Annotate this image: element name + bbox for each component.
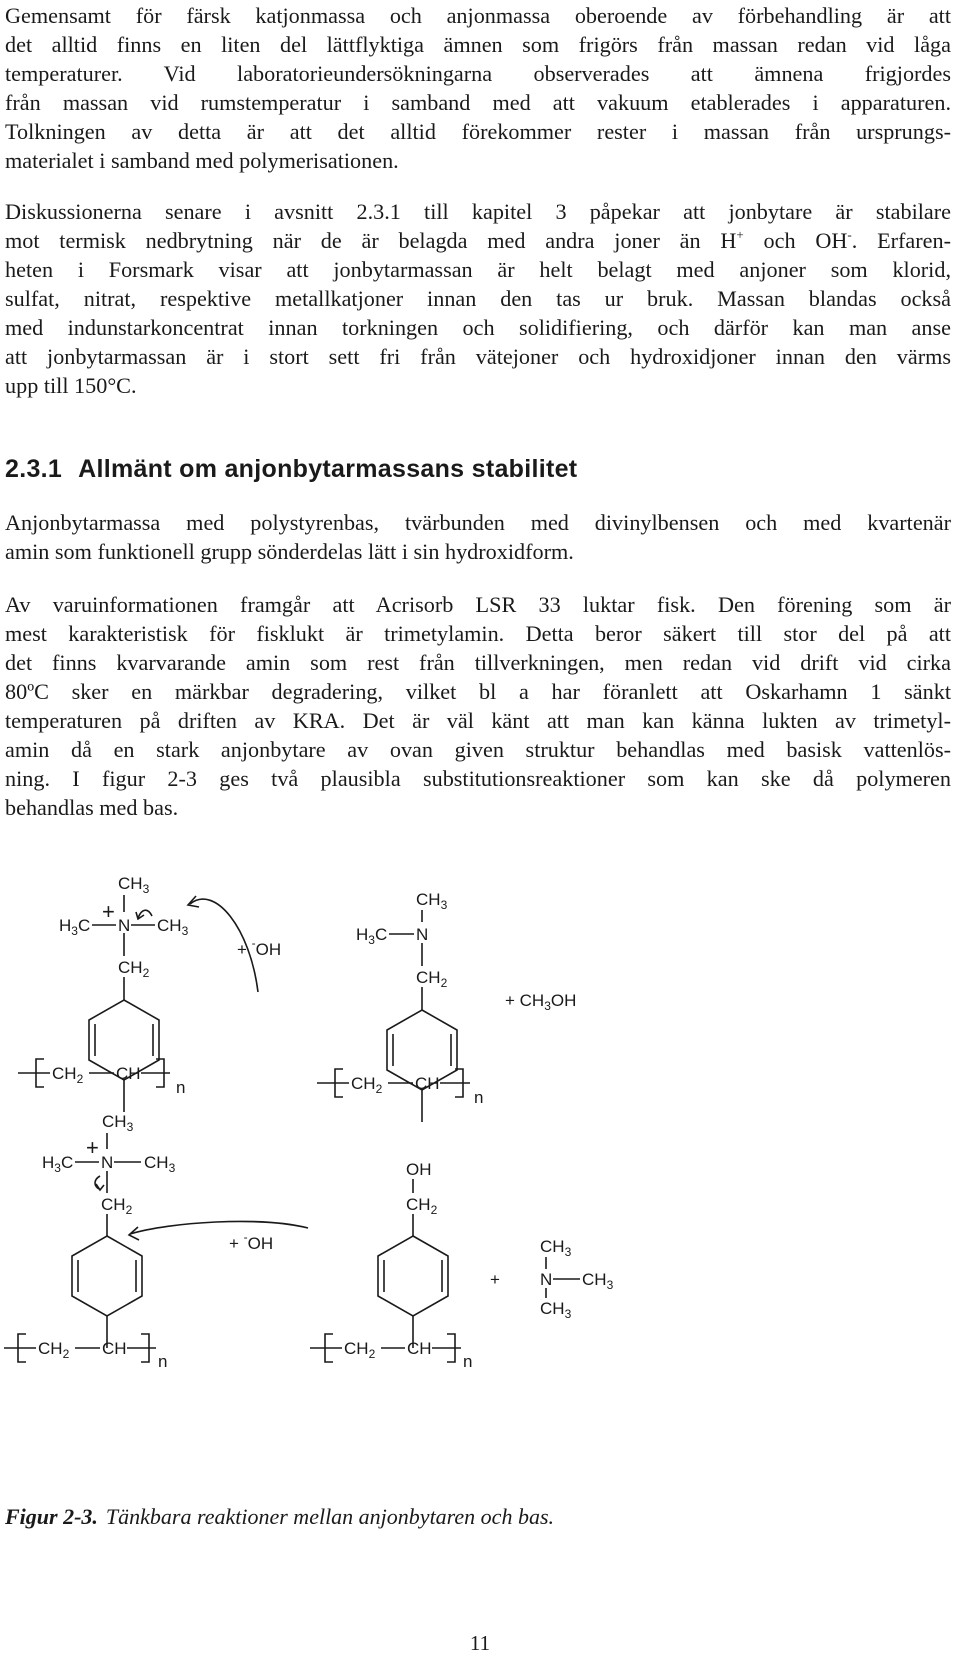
text-line: temperaturer. Vid laboratorieundersökningarna observerades att ämnena frigjordes xyxy=(5,61,951,86)
label-ch3: $CH_3$ xyxy=(118,874,150,896)
arrowhead xyxy=(96,1184,104,1190)
label-ch2: $CH_2$ xyxy=(416,968,448,990)
benzene-ring xyxy=(72,1236,142,1316)
page-number: 11 xyxy=(469,1631,491,1655)
hydroxide-label: + -OH xyxy=(237,936,282,959)
label-ch: CH xyxy=(102,1339,127,1358)
label-n-repeat: n xyxy=(474,1088,484,1107)
hydroxide-label: + -OH xyxy=(229,1230,274,1253)
reactant-2 xyxy=(4,1112,176,1371)
label-h3c: $H_3C$ xyxy=(59,916,91,938)
text-line: Av varuinformationen framgår att Acrisorb LSR 33 luktar fisk. Den förening som är xyxy=(5,592,951,617)
text-line: amin som funktionell grupp sönderdelas lätt i sin hydroxidform. xyxy=(5,539,574,564)
intro-paragraph xyxy=(5,1,951,175)
label-ch: CH xyxy=(407,1339,432,1358)
attack-arrow-2 xyxy=(129,1221,308,1253)
label-ch2: $CH_2$ xyxy=(344,1339,376,1361)
label-ch: CH xyxy=(116,1064,141,1083)
label-ch: CH xyxy=(415,1074,440,1093)
paragraph-2 xyxy=(5,590,951,822)
text-line: 80ºC sker en märkbar degradering, vilket bl a har föranlett att Oskarhamn 1 sänkt xyxy=(5,679,951,704)
benzene-ring xyxy=(378,1236,448,1316)
text-fragment: . Erfaren- xyxy=(851,228,951,253)
text-fragment: och OH xyxy=(743,228,848,253)
label-n: N xyxy=(118,916,131,935)
text-line: Tolkningen av detta är att det alltid förekommer rester i massan från ursprungs- xyxy=(5,119,951,144)
label-ch2: $CH_2$ xyxy=(38,1339,70,1361)
label-ch3: $CH_3$ xyxy=(582,1270,614,1292)
label-n: N xyxy=(101,1153,114,1172)
section-heading xyxy=(5,455,577,484)
label-ch2: $CH_2$ xyxy=(52,1064,84,1086)
curved-arrow xyxy=(130,1221,308,1234)
paragraph-1 xyxy=(5,508,951,566)
figure-caption xyxy=(5,1504,554,1530)
text-line: upp till 150°C. xyxy=(5,373,137,398)
text-line: materialet i samband med polymerisationen. xyxy=(5,148,399,173)
text-line: från massan vid rumstemperatur i samband med att vakuum etablerades i apparaturen. xyxy=(5,90,951,115)
label-ch3: $CH_3$ xyxy=(416,890,448,912)
section-title: Allmänt om anjonbytarmassans stabilitet xyxy=(78,455,578,483)
text-line xyxy=(5,226,951,255)
label-ch3: $CH_3$ xyxy=(144,1153,176,1175)
label-ch3: $CH_3$ xyxy=(540,1237,572,1259)
text-line: med indunstarkoncentrat innan torkningen och solidifiering, och därför kan man anse xyxy=(5,315,951,340)
section-number: 2.3.1 xyxy=(5,455,63,483)
text-line: Anjonbytarmassa med polystyrenbas, tvärbunden med divinylbensen och med kvartenär xyxy=(5,510,951,535)
text-line: Diskussionerna senare i avsnitt 2.3.1 till kapitel 3 påpekar att jonbytare är stabilare xyxy=(5,199,951,224)
plus-charge: + xyxy=(102,899,115,924)
product-1 xyxy=(317,890,576,1122)
plus-sign: + xyxy=(490,1270,500,1289)
reactant-1 xyxy=(18,874,189,1112)
text-line: behandlas med bas. xyxy=(5,795,179,820)
label-oh: OH xyxy=(406,1160,432,1179)
text-line: det alltid finns en liten del lättflyktiga ämnen som frigörs från massan redan vid låga xyxy=(5,32,951,57)
discussion-paragraph xyxy=(5,197,951,400)
label-n-repeat: n xyxy=(463,1352,473,1371)
label-h3c: $H_3C$ xyxy=(356,925,388,947)
methanol-label: + $CH_3OH$ xyxy=(505,991,577,1013)
label-ch2: $CH_2$ xyxy=(118,958,150,980)
label-ch2: $CH_2$ xyxy=(406,1195,438,1217)
text-line: amin då en stark anjonbytare av ovan given struktur behandlas med basisk vattenlös- xyxy=(5,737,951,762)
label-h3c: $H_3C$ xyxy=(42,1153,74,1175)
superscript-plus: + xyxy=(736,227,744,242)
plus-charge: + xyxy=(86,1135,99,1160)
label-ch3: $CH_3$ xyxy=(102,1112,134,1134)
superscript-minus: - xyxy=(847,227,852,242)
label-ch2: $CH_2$ xyxy=(351,1074,383,1096)
label-n: N xyxy=(540,1270,553,1289)
label-n: N xyxy=(416,925,429,944)
text-line: ning. I figur 2-3 ges två plausibla substitutionsreaktioner som kan ske då polymeren xyxy=(5,766,951,791)
product-2 xyxy=(310,1160,614,1371)
label-n-repeat: n xyxy=(176,1078,186,1097)
text-line: mest karakteristisk för fisklukt är trimetylamin. Detta beror säkert till stor del på att xyxy=(5,621,951,646)
label-ch2: $CH_2$ xyxy=(101,1195,133,1217)
text-line: det finns kvarvarande amin som rest från tillverkningen, men redan vid drift vid cirka xyxy=(5,650,951,675)
text-line: temperaturen på driften av KRA. Det är väl känt att man kan känna lukten av trimetyl- xyxy=(5,708,951,733)
text-line: heten i Forsmark visar att jonbytarmassan är helt belagt med anjoner som klorid, xyxy=(5,257,951,282)
text-fragment: mot termisk nedbrytning när de är belagda med andra joner än H xyxy=(5,228,737,253)
text-line: Gemensamt för färsk katjonmassa och anjonmassa oberoende av förbehandling är att xyxy=(5,3,951,28)
figure-label: Figur 2-3. xyxy=(5,1504,98,1529)
attack-arrow-1 xyxy=(188,896,281,992)
reaction-scheme xyxy=(0,850,960,1490)
caption-text: Tänkbara reaktioner mellan anjonbytaren och bas. xyxy=(105,1504,555,1529)
label-ch3: $CH_3$ xyxy=(157,916,189,938)
label-ch3: $CH_3$ xyxy=(540,1299,572,1321)
text-line: sulfat, nitrat, respektive metallkatjoner innan den tas ur bruk. Massan blandas också xyxy=(5,286,951,311)
label-n-repeat: n xyxy=(158,1352,168,1371)
text-line: att jonbytarmassan är i stort sett fri från vätejoner och hydroxidjoner innan den värms xyxy=(5,344,951,369)
